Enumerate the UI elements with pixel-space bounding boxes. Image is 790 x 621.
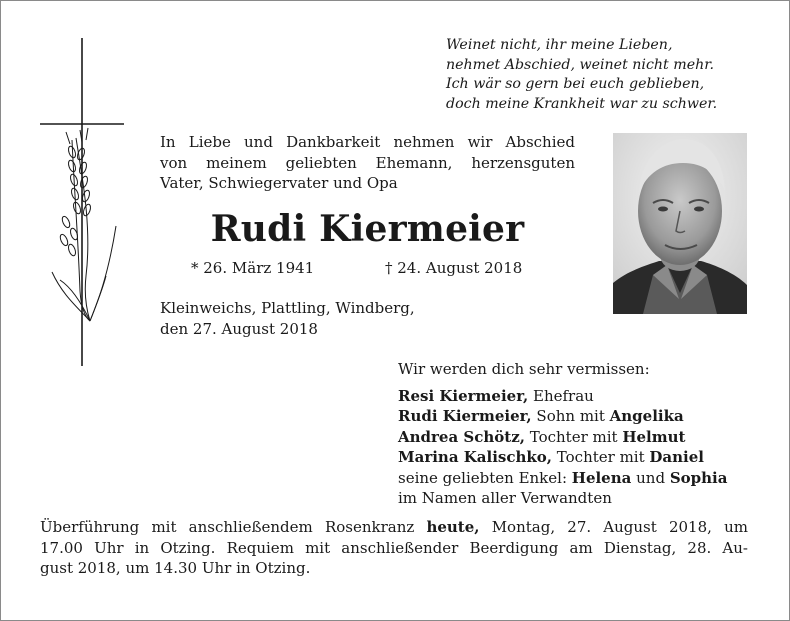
mourner-partner: Daniel <box>649 448 704 466</box>
portrait-photo <box>613 133 747 314</box>
intro-line: In Liebe und Dankbarkeit nehmen wir Abschied <box>160 133 575 151</box>
place-line: Kleinweichs, Plattling, Windberg, <box>160 299 415 317</box>
poem-line: doch meine Krankheit war zu schwer. <box>446 95 718 112</box>
mourners-list <box>398 359 727 509</box>
mourner-relation: Ehefrau <box>528 386 594 405</box>
mourner-line <box>398 386 727 407</box>
deceased-name: Rudi Kiermeier <box>210 208 525 250</box>
funeral-today: heute, <box>426 518 480 536</box>
grandchild-name: Sophia <box>669 468 728 487</box>
conjunction: und <box>631 468 670 487</box>
poem-line: Weinet nicht, ihr meine Lieben, <box>446 37 673 53</box>
funeral-line <box>40 517 748 538</box>
mourner-partner: Helmut <box>622 427 686 446</box>
death-date: † 24. August 2018 <box>385 259 523 277</box>
mourner-name: Marina Kalischko, <box>398 448 553 466</box>
poem <box>446 36 717 114</box>
mourner-name: Resi Kiermeier, <box>398 386 529 405</box>
poem-line: nehmet Abschied, weinet nicht mehr. <box>446 56 714 73</box>
funeral-line: gust 2018, um 14.30 Uhr in Otzing. <box>40 559 311 577</box>
mourner-line: im Namen aller Verwandten <box>398 489 612 507</box>
mourner-relation: seine geliebten Enkel: <box>398 468 572 487</box>
poem-line: Ich wär so gern bei euch geblieben, <box>446 76 705 92</box>
intro-line: Vater, Schwiegervater und Opa <box>160 174 398 192</box>
grandchild-name: Helena <box>571 468 632 487</box>
mourner-relation: Sohn mit <box>531 407 610 425</box>
mourners-heading: Wir werden dich sehr vermissen: <box>398 360 650 378</box>
birth-date: * 26. März 1941 <box>191 259 315 277</box>
mourner-line <box>398 427 727 448</box>
place-and-date <box>160 298 415 339</box>
mourner-line <box>398 406 727 427</box>
funeral-text: Montag, 27. August 2018, um <box>479 518 748 536</box>
mourner-relation: Tochter mit <box>552 448 650 466</box>
cross-with-wheat-icon <box>36 36 126 368</box>
intro-line: von meinem geliebten Ehemann, herzensguten <box>160 153 575 172</box>
funeral-text: Überführung mit anschließendem Rosenkranz <box>40 518 427 536</box>
funeral-line: 17.00 Uhr in Otzing. Requiem mit anschließender Beerdigung am Dienstag, 28. Au- <box>40 538 748 557</box>
mourner-line <box>398 447 727 468</box>
mourner-name: Rudi Kiermeier, <box>398 407 532 425</box>
mourner-relation: Tochter mit <box>524 427 623 446</box>
mourner-line <box>398 468 727 489</box>
funeral-info <box>40 517 748 579</box>
intro-text <box>160 132 575 194</box>
mourner-name: Andrea Schötz, <box>398 427 525 446</box>
mourner-partner: Angelika <box>609 407 684 425</box>
place-line: den 27. August 2018 <box>160 319 318 338</box>
